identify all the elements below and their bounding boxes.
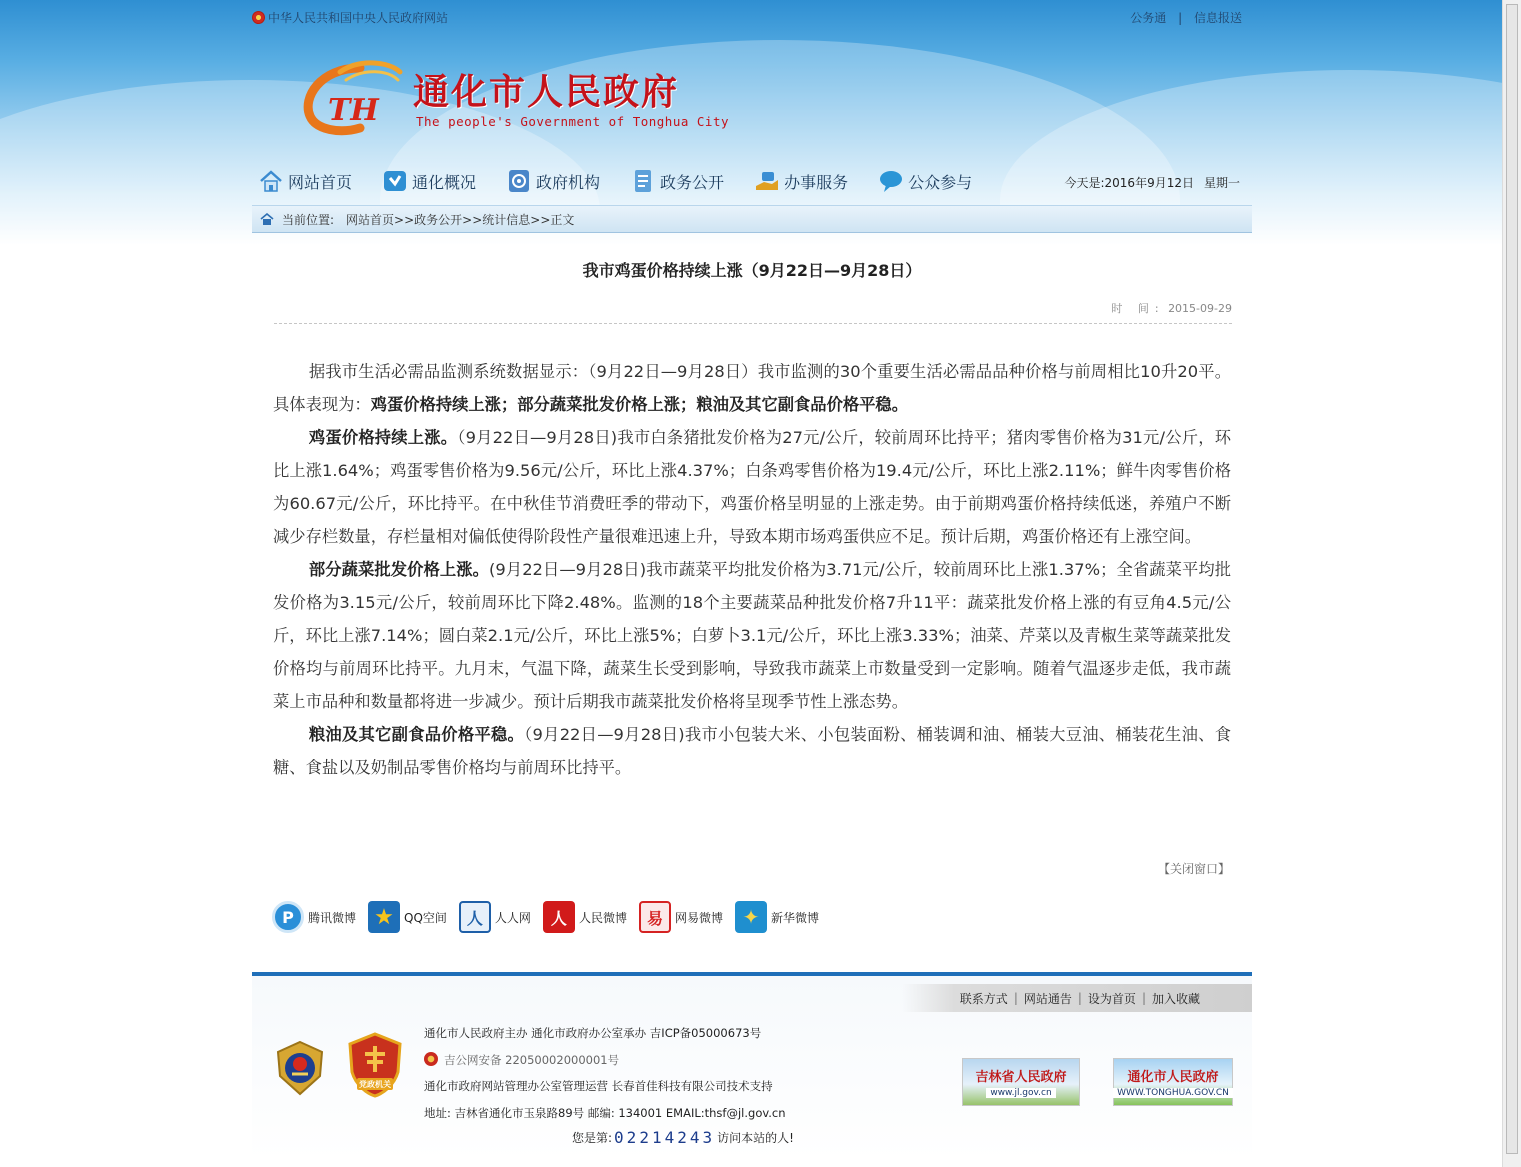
date-display	[1054, 174, 1240, 191]
security-label: 吉公网安备	[444, 1052, 502, 1067]
article-title: 我市鸡蛋价格持续上涨（9月22日—9月28日）	[582, 261, 922, 280]
svg-text:TH: TH	[328, 93, 379, 128]
paragraph-summary	[273, 355, 1231, 421]
nav-home[interactable]	[258, 163, 352, 199]
top-bar	[252, 0, 1252, 34]
grain-oil-text: （9月22日—9月28日)我市小包装大米、小包装面粉、桶装调和油、桶装大豆油、桶装花生油、食糖、食盐以及奶制品零售价格均与前周环比持平。	[273, 725, 1231, 777]
nav-services-label: 办事服务	[784, 172, 849, 192]
overview-icon	[382, 168, 408, 194]
footer-line-operator: 通化市政府网站管理办公室管理运营 长春首佳科技有限公司技术支持	[424, 1079, 773, 1093]
title-divider	[274, 323, 1232, 324]
scrollbar-thumb[interactable]	[1506, 4, 1518, 1154]
share-tencent-weibo[interactable]	[272, 901, 356, 933]
top-divider: |	[1178, 11, 1183, 25]
nav-agencies[interactable]	[506, 163, 600, 199]
footer-line-address: 地址: 吉林省通化市玉泉路89号 邮编: 134001 EMAIL:thsf@jl.gov.cn	[424, 1105, 786, 1120]
footer-divider: |	[1141, 991, 1146, 1005]
jilin-gov-link[interactable]	[962, 1058, 1080, 1106]
footer-link-set-home[interactable]: 设为首页	[1087, 991, 1136, 1006]
chat-icon	[878, 168, 904, 194]
share-bar	[272, 900, 831, 934]
paragraph-vegetables	[273, 553, 1231, 718]
renren-icon: 人	[459, 901, 491, 933]
link-gongwutong[interactable]: 公务通	[1130, 11, 1167, 25]
window-scrollbar[interactable]	[1502, 0, 1521, 1167]
tonghua-gov-url: WWW.TONGHUA.GOV.CN	[1113, 1088, 1233, 1098]
document-icon	[630, 168, 656, 194]
site-title: 通化市人民政府	[413, 71, 680, 113]
footer-link-notice[interactable]: 网站通告	[1023, 991, 1072, 1006]
xinhua-weibo-icon: ✦	[735, 901, 767, 933]
jilin-gov-name: 吉林省人民政府	[975, 1070, 1067, 1085]
party-gov-badge[interactable]	[346, 1032, 404, 1098]
tonghua-gov-name: 通化市人民政府	[1127, 1070, 1219, 1085]
share-netease-weibo-label: 网易微博	[674, 910, 723, 925]
nav-agencies-label: 政府机构	[536, 172, 601, 192]
time-value: 2015-09-29	[1168, 302, 1232, 315]
summary-highlight: 鸡蛋价格持续上涨；部分蔬菜批发价格上涨；粮油及其它副食品价格平稳。	[370, 395, 908, 414]
nav-public-affairs[interactable]	[630, 163, 724, 199]
vegetables-text: (9月22日—9月28日)我市蔬菜平均批发价格为3.71元/公斤，较前周环比上涨1.37%；全省蔬菜平均批发价格为3.15元/公斤，较前周环比下降2.48%。监测的18个主要蔬菜品种批发价格7升11平：蔬菜批发价格上涨的有豆角4.5元/公斤，环比上涨7.14%；圆白菜2.1元/公斤，环比上涨5%；白萝卜3.1元/公斤，环比上涨3.33%；油菜、芹菜以及青椒生菜等蔬菜批发价格均与前周环比持平。九月末，气温下降，蔬菜生长受到影响，导致我市蔬菜上市数量受到一定影响。随着气温逐步走低，我市蔬菜上市品种和数量都将进一步减少。预计后期我市蔬菜批发价格将呈现季节性上涨态势。	[273, 560, 1231, 711]
footer-link-contact[interactable]: 联系方式	[959, 991, 1008, 1006]
public-security-icon	[424, 1052, 438, 1066]
link-info-report[interactable]: 信息报送	[1193, 11, 1242, 25]
visitor-counter	[572, 1128, 794, 1147]
top-links	[1126, 9, 1246, 26]
close-window-link[interactable]: 【关闭窗口】	[1157, 862, 1230, 876]
weekday-label: 星期一	[1203, 176, 1240, 190]
breadcrumb-label: 当前位置:	[282, 212, 335, 227]
paragraph-grain-oil	[273, 718, 1231, 784]
share-xinhua-weibo-label: 新华微博	[770, 910, 819, 925]
summary-text: 据我市生活必需品监测系统数据显示：（9月22日—9月28日）我市监测的30个重要生活必需品品种价格与前周相比10升20平。具体表现为：	[273, 362, 1231, 414]
time-label: 时 间:	[1111, 302, 1165, 315]
security-number: 22050002000001号	[505, 1052, 620, 1067]
date-label: 今天是:2016年9月12日	[1064, 176, 1194, 190]
footer-divider: |	[1013, 991, 1018, 1005]
counter-suffix: 访问本站的人!	[717, 1131, 794, 1145]
paragraph-eggs	[273, 421, 1231, 553]
nav-overview-label: 通化概况	[412, 172, 477, 192]
nav-home-label: 网站首页	[288, 172, 353, 192]
counter-value: 02214243	[614, 1128, 716, 1147]
eggs-text: （9月22日—9月28日)我市白条猪批发价格为27元/公斤，较前周环比持平；猪肉零售价格为31元/公斤，环比上涨1.64%；鸡蛋零售价格为9.56元/公斤，环比上涨4.37%；白条鸡零售价格为19.4元/公斤，环比上涨2.11%；鲜牛肉零售价格为60.67元/公斤，环比持平。在中秋佳节消费旺季的带动下，鸡蛋价格呈明显的上涨走势。由于前期鸡蛋价格持续低迷，养殖户不断减少存栏数量，存栏量相对偏低使得阶段性产量很难迅速上升，导致本期市场鸡蛋供应不足。预计后期，鸡蛋价格还有上涨空间。	[273, 428, 1231, 546]
national-emblem-icon	[252, 11, 265, 24]
breadcrumb-path[interactable]: 网站首页>>政务公开>>统计信息>>正文	[346, 212, 575, 227]
nav-participation[interactable]	[878, 163, 972, 199]
grain-oil-heading: 粮油及其它副食品价格平稳。	[308, 725, 525, 744]
breadcrumb-home-icon	[260, 213, 274, 225]
central-gov-link[interactable]	[252, 9, 448, 26]
share-renren-label: 人人网	[494, 910, 531, 925]
police-badge-icon[interactable]	[274, 1040, 326, 1096]
site-subtitle: The people's Government of Tonghua City	[416, 114, 729, 129]
netease-weibo-icon: 易	[639, 901, 671, 933]
share-qzone[interactable]	[368, 901, 447, 933]
footer-divider: |	[1077, 991, 1082, 1005]
article-meta	[272, 300, 1232, 316]
share-renren[interactable]	[459, 901, 531, 933]
share-people-weibo-label: 人民微博	[578, 910, 627, 925]
breadcrumb	[252, 205, 1252, 233]
people-weibo-icon: 人	[543, 901, 575, 933]
nav-public-affairs-label: 政务公开	[660, 172, 725, 192]
eggs-heading: 鸡蛋价格持续上涨。	[308, 428, 458, 447]
nav-services[interactable]	[754, 163, 848, 199]
footer-line-sponsor: 通化市人民政府主办 通化市政府办公室承办 吉ICP备05000673号	[424, 1026, 762, 1040]
counter-prefix: 您是第:	[572, 1131, 613, 1145]
share-people-weibo[interactable]	[543, 901, 627, 933]
footer-info	[424, 1020, 786, 1126]
share-xinhua-weibo[interactable]	[735, 901, 819, 933]
party-gov-badge-label: 党政机关	[359, 1080, 391, 1089]
share-qzone-label: QQ空间	[404, 910, 447, 925]
footer	[252, 972, 1252, 1160]
central-gov-label: 中华人民共和国中央人民政府网站	[268, 11, 449, 25]
tonghua-logo-icon	[300, 58, 405, 136]
footer-links	[902, 984, 1252, 1012]
footer-line-security[interactable]	[424, 1047, 786, 1074]
agency-icon	[506, 168, 532, 194]
share-netease-weibo[interactable]	[639, 901, 723, 933]
qzone-icon: ★	[368, 901, 400, 933]
tencent-weibo-icon: P	[272, 901, 304, 933]
main-nav	[252, 163, 1252, 199]
share-tencent-weibo-label: 腾讯微博	[308, 910, 357, 925]
nav-participation-label: 公众参与	[908, 172, 973, 192]
service-icon	[754, 168, 780, 194]
home-icon	[258, 168, 284, 194]
vegetables-heading: 部分蔬菜批发价格上涨。	[308, 560, 490, 579]
nav-overview[interactable]	[382, 163, 476, 199]
tonghua-gov-link[interactable]	[1113, 1058, 1233, 1106]
article-body	[273, 355, 1231, 784]
jilin-gov-url: www.jl.gov.cn	[986, 1088, 1055, 1098]
footer-link-bookmark[interactable]: 加入收藏	[1151, 991, 1200, 1006]
